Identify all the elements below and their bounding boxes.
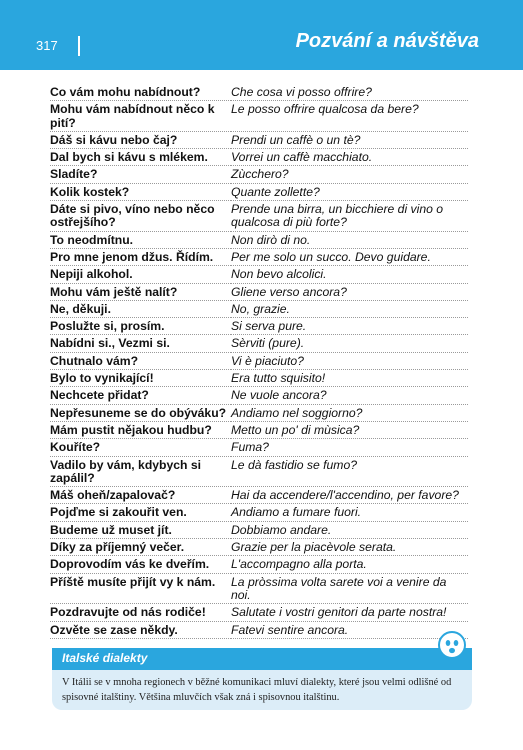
czech-phrase: Pro mne jenom džus. Řídím.: [50, 248, 231, 265]
italian-phrase: Che cosa vi posso offrire?: [231, 84, 468, 101]
czech-phrase: Díky za příjemný večer.: [50, 539, 231, 556]
italian-phrase: Metto un po' di mùsica?: [231, 421, 468, 438]
italian-phrase: Ne vuole ancora?: [231, 387, 468, 404]
italian-phrase: Fuma?: [231, 439, 468, 456]
header-divider: [78, 36, 80, 56]
italian-phrase: Hai da accendere/l'accendino, per favore?: [231, 487, 468, 504]
czech-phrase: Máš oheň/zapalovač?: [50, 487, 231, 504]
italian-phrase: Sèrviti (pure).: [231, 335, 468, 352]
section-title: Pozvání a návštěva: [295, 30, 479, 52]
czech-phrase: Dáš si kávu nebo čaj?: [50, 131, 231, 148]
czech-phrase: Kouříte?: [50, 439, 231, 456]
phrase-table: [50, 84, 468, 639]
italian-phrase: No, grazie.: [231, 300, 468, 317]
phrase-row: [50, 573, 468, 604]
italian-phrase: Le posso offrire qualcosa da bere?: [231, 101, 468, 132]
czech-phrase: Chutnalo vám?: [50, 352, 231, 369]
phrase-row: [50, 456, 468, 487]
italian-phrase: Le dà fastidio se fumo?: [231, 456, 468, 487]
czech-phrase: Dáte si pivo, víno nebo něco ostřejšího?: [50, 201, 231, 232]
czech-phrase: Mohu vám ještě nalít?: [50, 283, 231, 300]
italian-phrase: Andiamo a fumare fuori.: [231, 504, 468, 521]
italian-phrase: Zùcchero?: [231, 166, 468, 183]
czech-phrase: Bylo to vynikající!: [50, 370, 231, 387]
czech-phrase: Nabídni si., Vezmi si.: [50, 335, 231, 352]
czech-phrase: Co vám mohu nabídnout?: [50, 84, 231, 101]
czech-phrase: Pojďme si zakouřit ven.: [50, 504, 231, 521]
czech-phrase: Mám pustit nějakou hudbu?: [50, 421, 231, 438]
italian-phrase: Andiamo nel soggiorno?: [231, 404, 468, 421]
phrase-row: [50, 84, 468, 101]
phrase-list: [50, 84, 468, 638]
phrase-row: [50, 521, 468, 538]
czech-phrase: Mohu vám nabídnout něco k pití?: [50, 101, 231, 132]
czech-phrase: Budeme už muset jít.: [50, 521, 231, 538]
italian-phrase: Per me solo un succo. Devo guidare.: [231, 248, 468, 265]
phrase-row: [50, 101, 468, 132]
phrase-row: [50, 266, 468, 283]
phrase-row: [50, 439, 468, 456]
italian-phrase: Quante zollette?: [231, 183, 468, 200]
czech-phrase: Poslužte si, prosím.: [50, 318, 231, 335]
czech-phrase: Sladíte?: [50, 166, 231, 183]
phrase-row: [50, 149, 468, 166]
phrase-row: [50, 335, 468, 352]
phrase-row: [50, 248, 468, 265]
italian-phrase: Fatevi sentire ancora.: [231, 621, 468, 638]
italian-phrase: Era tutto squisito!: [231, 370, 468, 387]
phrase-row: [50, 421, 468, 438]
italian-phrase: La pròssima volta sarete voi a venire da noi.: [231, 573, 468, 604]
czech-phrase: Nechcete přidat?: [50, 387, 231, 404]
phrase-row: [50, 231, 468, 248]
italian-phrase: Dobbiamo andare.: [231, 521, 468, 538]
phrase-row: [50, 283, 468, 300]
phrase-row: [50, 201, 468, 232]
italian-phrase: Grazie per la piacèvole serata.: [231, 539, 468, 556]
italian-phrase: Salutate i vostri genitori da parte nostra!: [231, 604, 468, 621]
czech-phrase: Příště musíte přijít vy k nám.: [50, 573, 231, 604]
phrase-row: [50, 370, 468, 387]
czech-phrase: Nepřesuneme se do obýváku?: [50, 404, 231, 421]
phrase-row: [50, 318, 468, 335]
czech-phrase: Pozdravujte od nás rodiče!: [50, 604, 231, 621]
phrase-row: [50, 131, 468, 148]
phrase-row: [50, 487, 468, 504]
italian-phrase: Prende una birra, un bicchiere di vino o qualcosa di più forte?: [231, 201, 468, 232]
phrase-row: [50, 166, 468, 183]
italian-phrase: L'accompagno alla porta.: [231, 556, 468, 573]
phrase-row: [50, 352, 468, 369]
phrase-row: [50, 300, 468, 317]
italian-phrase: Si serva pure.: [231, 318, 468, 335]
dialect-note-title: Italské dialekty: [62, 651, 148, 665]
czech-phrase: Ozvěte se zase někdy.: [50, 621, 231, 638]
czech-phrase: Dal bych si kávu s mlékem.: [50, 149, 231, 166]
page-header: [0, 0, 523, 70]
italian-phrase: Non dirò di no.: [231, 231, 468, 248]
smiley-mascot-icon: [437, 630, 467, 660]
czech-phrase: Vadilo by vám, kdybych si zapálil?: [50, 456, 231, 487]
phrase-row: [50, 621, 468, 638]
czech-phrase: Doprovodím vás ke dveřím.: [50, 556, 231, 573]
czech-phrase: To neodmítnu.: [50, 231, 231, 248]
page-number: 317: [36, 38, 58, 53]
phrase-row: [50, 504, 468, 521]
dialect-note-text: V Itálii se v mnoha regionech v běžné komunikaci mluví dialekty, které jsou velmi odlišné od spisovné italštiny. Většina mluvčích však zná i spisovnou italštinu.: [62, 677, 452, 703]
czech-phrase: Nepiji alkohol.: [50, 266, 231, 283]
czech-phrase: Ne, děkuji.: [50, 300, 231, 317]
phrase-row: [50, 539, 468, 556]
phrase-row: [50, 183, 468, 200]
italian-phrase: Prendi un caffè o un tè?: [231, 131, 468, 148]
italian-phrase: Gliene verso ancora?: [231, 283, 468, 300]
italian-phrase: Vorrei un caffè macchiato.: [231, 149, 468, 166]
phrase-row: [50, 387, 468, 404]
phrase-row: [50, 404, 468, 421]
phrase-row: [50, 556, 468, 573]
italian-phrase: Non bevo alcolici.: [231, 266, 468, 283]
phrase-row: [50, 604, 468, 621]
czech-phrase: Kolik kostek?: [50, 183, 231, 200]
italian-phrase: Vi è piaciuto?: [231, 352, 468, 369]
